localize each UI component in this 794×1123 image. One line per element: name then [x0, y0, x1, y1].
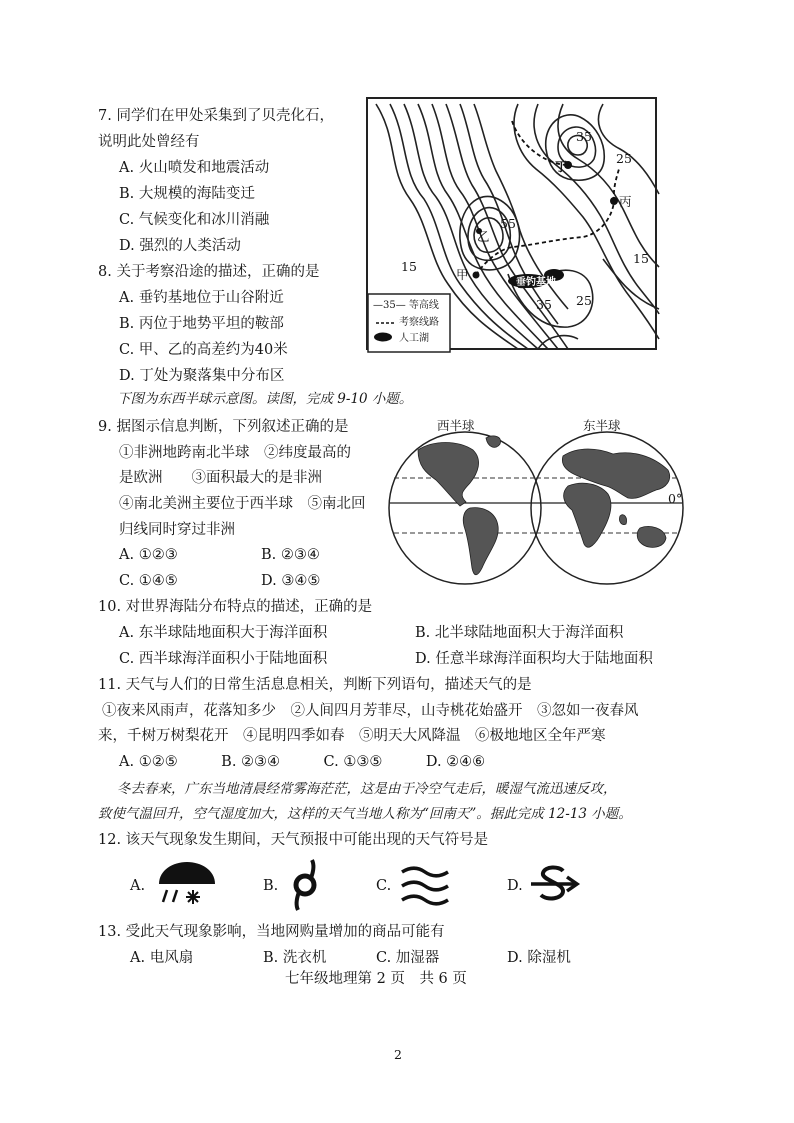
- q7-stem-cont: 说明此处曾经有: [98, 134, 200, 150]
- q8-option-b: B. 丙位于地势平坦的鞍部: [119, 316, 284, 332]
- point-ding-label: 丁: [555, 159, 568, 174]
- sandstorm-icon: [529, 865, 579, 905]
- q11-statements-1: ①夜来风雨声，花落知多少 ②人间四月芳菲尽，山寺桃花始盛开 ③忽如一夜春风: [102, 703, 639, 719]
- equator-label: 0°: [668, 491, 683, 506]
- page-footer: 七年级地理第 2 页 共 6 页: [285, 971, 467, 987]
- contour-35-label: 35: [576, 129, 592, 144]
- contour-15-label-left: 15: [401, 259, 417, 274]
- q12-option-d-label: D.: [507, 878, 523, 894]
- fishing-base-label: 垂钓基地: [516, 277, 556, 288]
- q10-option-b: B. 北半球陆地面积大于海洋面积: [415, 625, 624, 641]
- q8-option-d: D. 丁处为聚落集中分布区: [119, 368, 285, 384]
- contour-map: [366, 97, 657, 350]
- q7-option-d: D. 强烈的人类活动: [119, 238, 241, 254]
- page-number: 2: [394, 1047, 402, 1062]
- q9-statement-3: ④南北美洲主要位于西半球 ⑤南北回: [119, 496, 366, 512]
- point-jia-label: 甲: [456, 267, 469, 282]
- q9-statement-1: ①非洲地跨南北半球 ②纬度最高的: [119, 445, 351, 461]
- contour-25-label-south: 25: [576, 293, 592, 308]
- q12-stem: 12. 该天气现象发生期间，天气预报中可能出现的天气符号是: [98, 832, 489, 848]
- q12-option-b-label: B.: [263, 878, 279, 894]
- q8-option-c: C. 甲、乙的高差约为40米: [119, 342, 288, 358]
- q13-option-b: B. 洗衣机: [263, 950, 327, 966]
- rain-snow-icon: [155, 860, 219, 906]
- typhoon-icon: [290, 860, 320, 910]
- q12-option-c-label: C.: [376, 878, 392, 894]
- intro-12-13-line1: 冬去春来，广东当地清晨经常雾海茫茫，这是由于冷空气走后，暖湿气流迅速反攻，: [117, 781, 617, 797]
- q8-option-a: A. 垂钓基地位于山谷附近: [119, 290, 284, 306]
- q12-option-a-label: A.: [130, 878, 146, 894]
- q9-statement-2: 是欧洲 ③面积最大的是非洲: [119, 470, 322, 486]
- q11-statements-2: 来，千树万树梨花开 ④昆明四季如春 ⑤明天大风降温 ⑥极地地区全年严寒: [98, 728, 606, 744]
- contour-35-label-south: 35: [536, 297, 552, 312]
- hemisphere-globes: [388, 428, 688, 588]
- q10-stem: 10. 对世界海陆分布特点的描述，正确的是: [98, 599, 373, 615]
- legend-contour: —35— 等高线: [373, 300, 439, 311]
- q7-option-a: A. 火山喷发和地震活动: [119, 160, 270, 176]
- q9-option-a: A. ①②③: [119, 547, 178, 563]
- q13-option-a: A. 电风扇: [130, 950, 194, 966]
- q7-stem: 7. 同学们在甲处采集到了贝壳化石，: [98, 108, 334, 124]
- q13-stem: 13. 受此天气现象影响，当地网购量增加的商品可能有: [98, 924, 445, 940]
- q7-option-b: B. 大规模的海陆变迁: [119, 186, 255, 202]
- contour-55-label: 55: [500, 216, 516, 231]
- point-bing-label: 丙: [619, 194, 632, 209]
- legend-lake: 人工湖: [399, 333, 429, 344]
- contour-25-label: 25: [616, 151, 632, 166]
- legend-route: 考察线路: [399, 317, 439, 328]
- q13-option-d: D. 除湿机: [507, 950, 571, 966]
- q9-stem: 9. 据图示信息判断，下列叙述正确的是: [98, 419, 349, 435]
- q10-option-a: A. 东半球陆地面积大于海洋面积: [119, 625, 328, 641]
- point-yi-label: 乙: [477, 229, 490, 244]
- intro-12-13-line2: 致使气温回升，空气湿度加大，这样的天气当地人称为“回南天”。据此完成 12-13 小题。: [98, 806, 632, 822]
- q10-option-d: D. 任意半球海洋面积均大于陆地面积: [415, 651, 653, 667]
- q9-option-b: B. ②③④: [261, 547, 320, 563]
- q11-stem: 11. 天气与人们的日常生活息息相关，判断下列语句，描述天气的是: [98, 677, 532, 693]
- q9-option-c: C. ①④⑤: [119, 573, 178, 589]
- fog-icon: [400, 866, 450, 906]
- east-hemisphere-label: 东半球: [583, 418, 621, 433]
- q7-option-c: C. 气候变化和冰川消融: [119, 212, 270, 228]
- q8-stem: 8. 关于考察沿途的描述，正确的是: [98, 264, 320, 280]
- q9-option-d: D. ③④⑤: [261, 573, 321, 589]
- intro-9-10: 下图为东西半球示意图。读图，完成 9-10 小题。: [117, 391, 413, 407]
- q9-statement-4: 归线同时穿过非洲: [119, 522, 235, 538]
- west-hemisphere-label: 西半球: [437, 418, 475, 433]
- q11-options: A. ①②⑤ B. ②③④ C. ①③⑤ D. ②④⑥: [119, 754, 486, 770]
- q13-option-c: C. 加湿器: [376, 950, 440, 966]
- contour-15-label-right: 15: [633, 251, 649, 266]
- q10-option-c: C. 西半球海洋面积小于陆地面积: [119, 651, 328, 667]
